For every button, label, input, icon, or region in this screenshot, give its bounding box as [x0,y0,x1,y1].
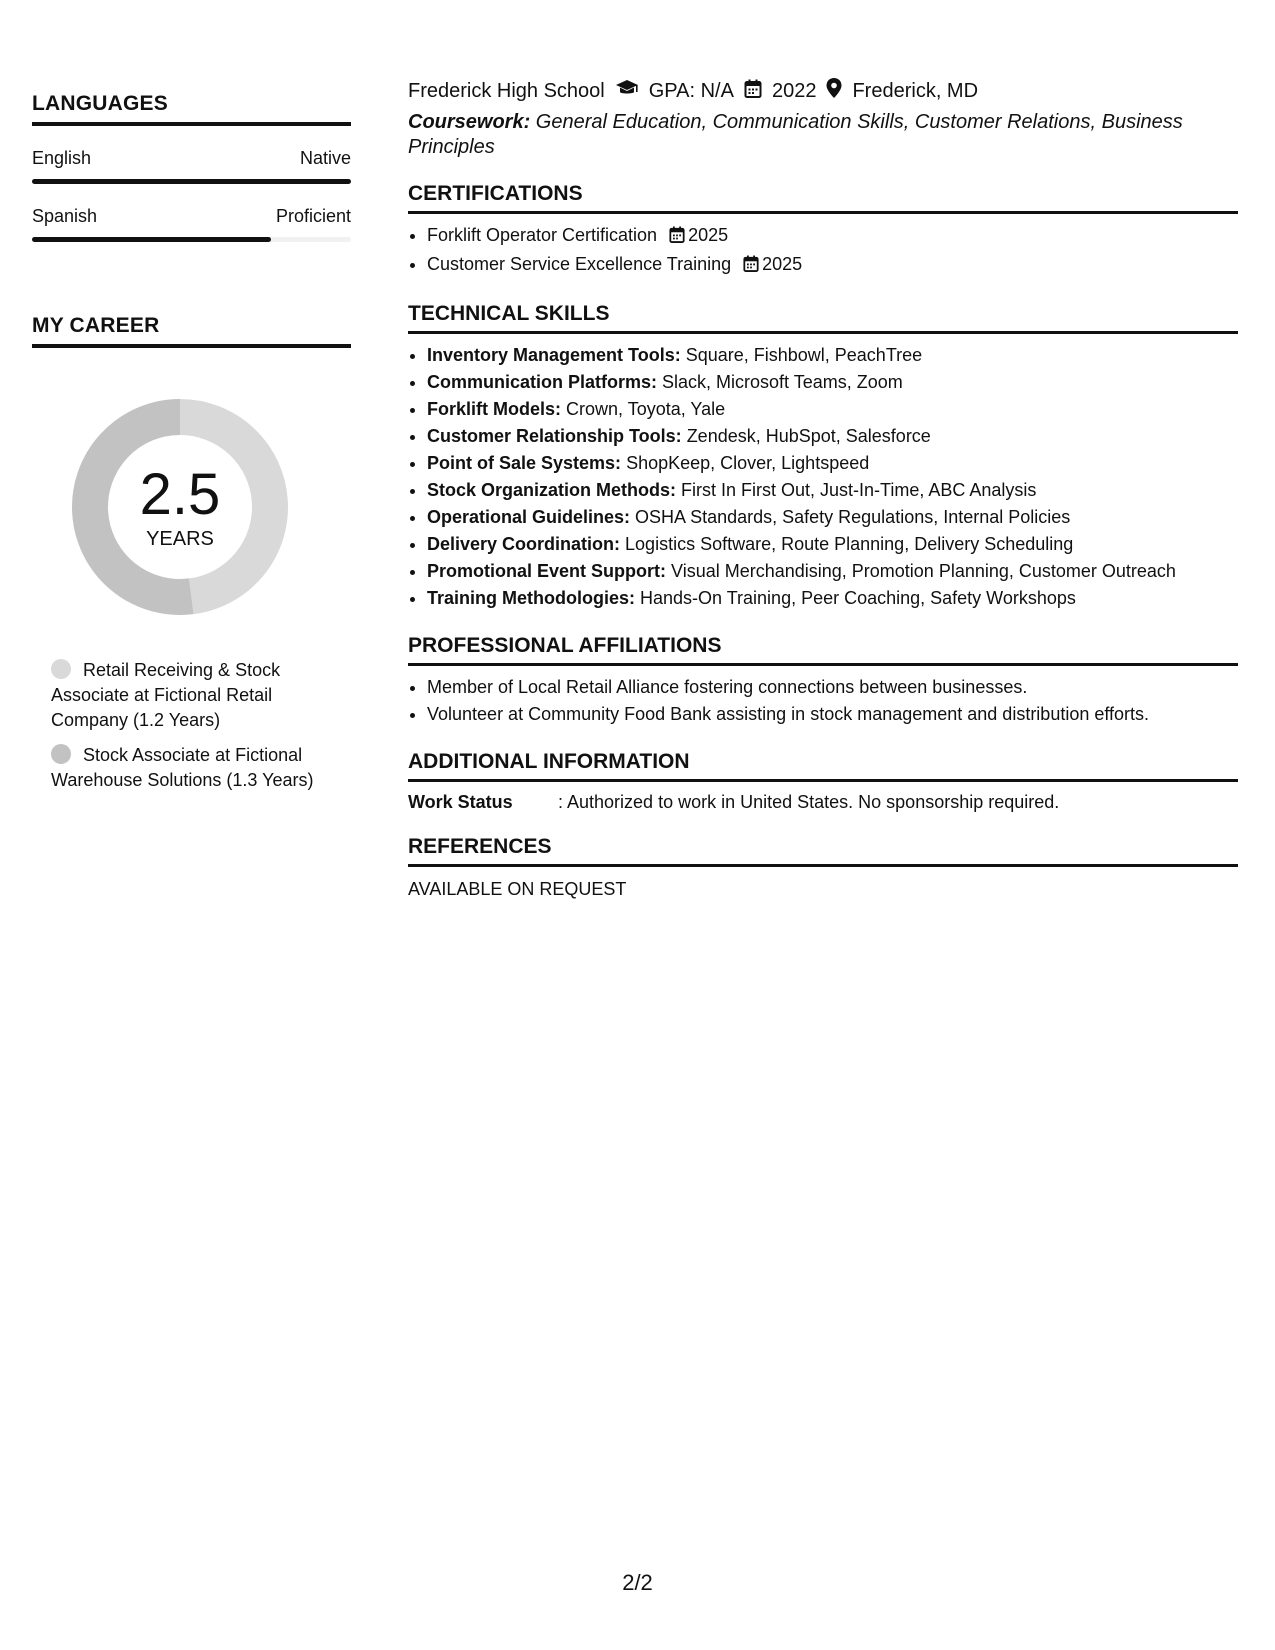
coursework-label: Coursework: [408,111,531,133]
affiliation-item: • Member of Local Retail Alliance fostering connections between businesses. [427,674,1238,701]
donut-center [65,462,295,551]
skill-label: Promotional Event Support: [427,561,667,581]
certification-name: Customer Service Excellence Training [427,254,732,274]
coursework [408,110,1238,160]
career-legend [51,658,351,793]
gpa-text: GPA: N/A [648,79,734,102]
additional-info-title: ADDITIONAL INFORMATION [408,750,1238,782]
career-donut-chart [65,392,295,622]
school-location: Frederick, MD [852,79,979,102]
skill-label: Point of Sale Systems: [427,453,622,473]
affiliations-section [408,634,1238,728]
certification-item [427,222,1238,251]
skill-value: Square, Fishbowl, PeachTree [680,345,923,365]
skill-item [427,450,1238,477]
skill-item [427,396,1238,423]
skill-value: Crown, Toyota, Yale [561,399,726,419]
education-line [408,78,1238,104]
references-text: AVAILABLE ON REQUEST [408,879,627,899]
language-level: Proficient [275,206,351,226]
language-proficiency-bar [32,237,351,242]
skill-label: Customer Relationship Tools: [427,426,682,446]
skill-value: First In First Out, Just-In-Time, ABC Analysis [676,480,1037,500]
career-title: MY CAREER [32,314,351,348]
skill-value: Hands-On Training, Peer Coaching, Safety Workshops [635,588,1076,608]
legend-item [51,743,351,793]
calendar-icon [744,79,762,104]
technical-skills-title: TECHNICAL SKILLS [408,302,1238,334]
skill-label: Operational Guidelines: [427,507,631,527]
certifications-list [408,222,1238,280]
work-status-row [408,792,1238,813]
skill-item [427,369,1238,396]
certifications-section [408,182,1238,280]
skill-value: Slack, Microsoft Teams, Zoom [657,372,903,392]
language-proficiency-fill [32,237,271,242]
skill-label: Training Methodologies: [427,588,635,608]
skill-label: Inventory Management Tools: [427,345,681,365]
skill-item [427,531,1238,558]
languages-section [32,92,351,242]
skill-item [427,423,1238,450]
career-total-unit: YEARS [146,528,214,550]
legend-dot-icon [51,744,71,764]
legend-item [51,658,351,733]
career-total-value: 2.5 [139,462,221,527]
location-pin-icon [826,78,842,104]
graduation-year: 2022 [771,79,817,102]
legend-dot-icon [51,659,71,679]
affiliation-item: • Volunteer at Community Food Bank assisting in stock management and distribution efforts. [427,701,1238,728]
skill-value: ShopKeep, Clover, Lightspeed [621,453,870,473]
language-name: Spanish [32,206,98,226]
language-name: English [32,148,92,168]
skill-label: Communication Platforms: [427,372,658,392]
skill-value: OSHA Standards, Safety Regulations, Internal Policies [630,507,1071,527]
coursework-text: General Education, Communication Skills, Customer Relations, Business Principles [408,111,1183,158]
additional-info-section [408,750,1238,813]
education-section [408,78,1238,160]
technical-skills-section [408,302,1238,612]
page-number: 2/2 [622,1570,653,1595]
skill-item [427,585,1238,612]
certification-year: 2025 [762,254,803,274]
references-title: REFERENCES [408,835,1238,867]
language-item [32,206,351,242]
certification-item [427,251,1238,280]
references-section [408,835,1238,900]
calendar-icon [743,253,759,280]
skill-label: Forklift Models: [427,399,561,419]
skill-label: Delivery Coordination: [427,534,621,554]
calendar-icon [669,224,685,251]
skill-value: Zendesk, HubSpot, Salesforce [681,426,931,446]
work-status-label: Work Status [408,792,513,812]
school-name: Frederick High School [408,79,605,102]
languages-title: LANGUAGES [32,92,351,126]
legend-label: Retail Receiving & Stock Associate at Fictional Retail Company (1.2 Years) [51,660,281,730]
skill-value: Logistics Software, Route Planning, Delivery Scheduling [620,534,1074,554]
language-proficiency-bar [32,179,351,184]
technical-skills-list [408,342,1238,612]
affiliations-list [408,674,1238,728]
skill-item [427,558,1238,585]
skill-item [427,477,1238,504]
affiliations-title: PROFESSIONAL AFFILIATIONS [408,634,1238,666]
certification-year: 2025 [688,225,729,245]
legend-label: Stock Associate at Fictional Warehouse Solutions (1.3 Years) [51,745,314,790]
language-level: Native [299,148,351,168]
right-column [408,78,1238,900]
language-item [32,148,351,184]
left-column [32,92,351,803]
graduation-cap-icon [615,79,639,103]
skill-label: Stock Organization Methods: [427,480,677,500]
certifications-title: CERTIFICATIONS [408,182,1238,214]
skill-value: Visual Merchandising, Promotion Planning, Customer Outreach [666,561,1176,581]
skill-item [427,504,1238,531]
skill-item [427,342,1238,369]
language-proficiency-fill [32,179,351,184]
certification-name: Forklift Operator Certification [427,225,658,245]
work-status-value: : Authorized to work in United States. No sponsorship required. [558,792,1060,812]
career-section [32,314,351,793]
